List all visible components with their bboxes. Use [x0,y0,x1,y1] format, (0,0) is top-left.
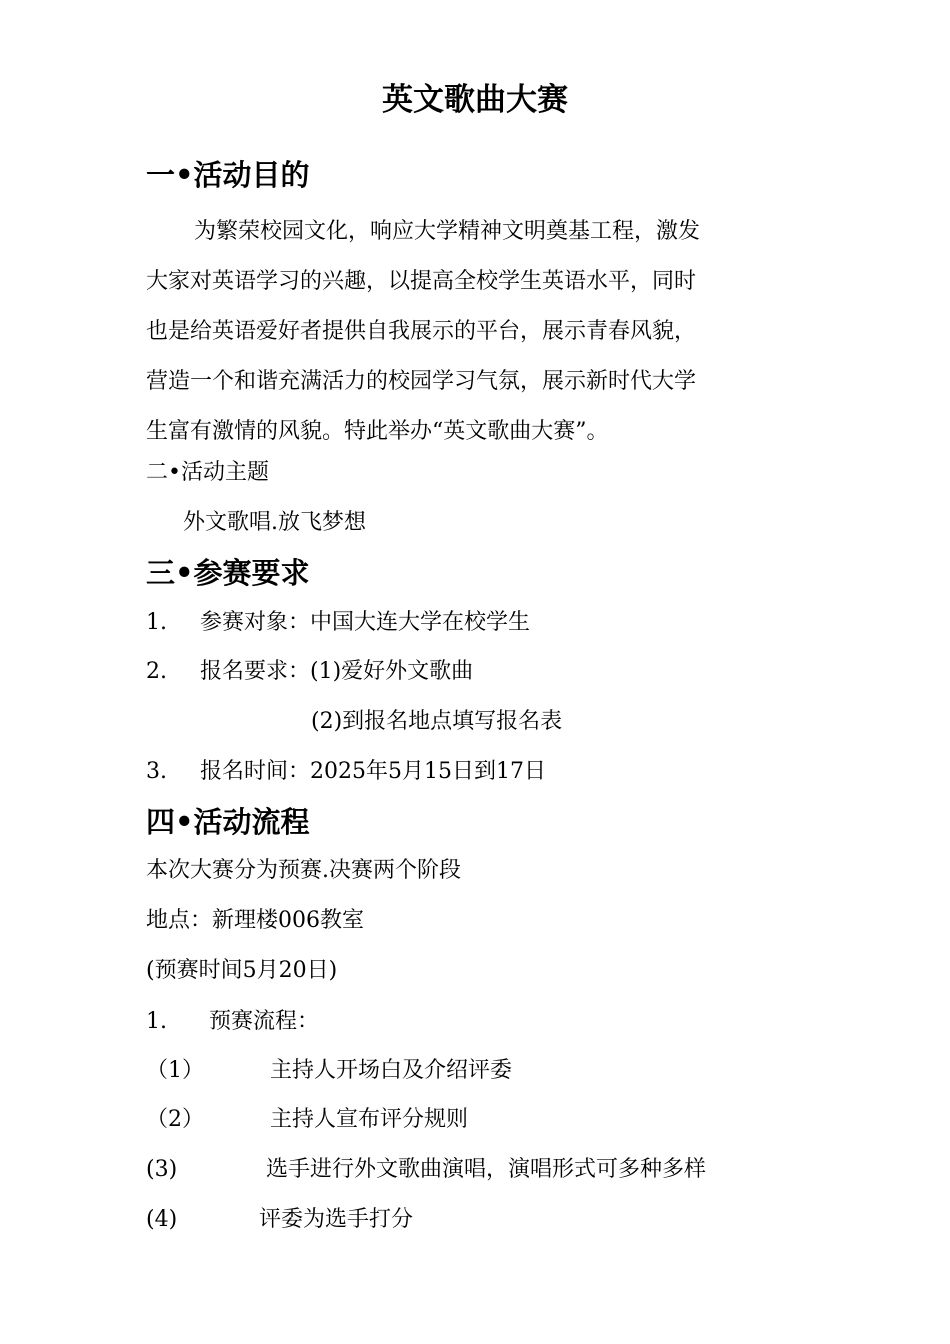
list-item: 预赛流程： [209,1009,320,1034]
step-text: 选手进行外文歌曲演唱，演唱形式可多种多样 [266,1157,707,1182]
section-heading-process: 四•活动流程 [146,805,310,839]
step-number: (3) [146,1157,178,1182]
purpose-paragraph [146,207,796,457]
step-text: 评委为选手打分 [259,1207,414,1232]
list-number: 1. [146,610,167,635]
process-line: 本次大赛分为预赛.决赛两个阶段 [146,858,461,883]
paragraph-line: 生富有激情的风貌。特此举办“英文歌曲大赛”。 [146,419,609,444]
step-text: 主持人开场白及介绍评委 [270,1058,513,1083]
step-number: (4) [146,1207,178,1232]
list-item: 报名要求：(1)爱好外文歌曲 [200,659,474,684]
list-number: 2. [146,659,167,684]
list-number: 3. [146,759,167,784]
list-item: 参赛对象：中国大连大学在校学生 [200,610,531,635]
paragraph-line: 大家对英语学习的兴趣，以提高全校学生英语水平，同时 [146,269,697,294]
step-number: （2） [146,1107,204,1132]
paragraph-line: 营造一个和谐充满活力的校园学习气氛，展示新时代大学 [146,369,697,394]
step-text: 主持人宣布评分规则 [270,1107,469,1132]
theme-text: 外文歌唱.放飞梦想 [183,510,366,535]
document-title: 英文歌曲大赛 [382,82,568,118]
list-item: (2)到报名地点填写报名表 [311,709,563,734]
paragraph-line: 为繁荣校园文化，响应大学精神文明奠基工程，激发 [194,219,701,244]
process-line: (预赛时间5月20日) [146,958,338,983]
section-heading-theme: 二•活动主题 [146,460,269,485]
process-line: 地点：新理楼006教室 [146,908,364,933]
step-number: （1） [146,1058,204,1083]
section-heading-requirements: 三•参赛要求 [146,556,310,590]
list-item: 报名时间：2025年5月15日到17日 [200,759,546,784]
paragraph-line: 也是给英语爱好者提供自我展示的平台，展示青春风貌， [146,319,697,344]
section-heading-purpose: 一•活动目的 [146,158,310,192]
list-number: 1. [146,1009,167,1034]
